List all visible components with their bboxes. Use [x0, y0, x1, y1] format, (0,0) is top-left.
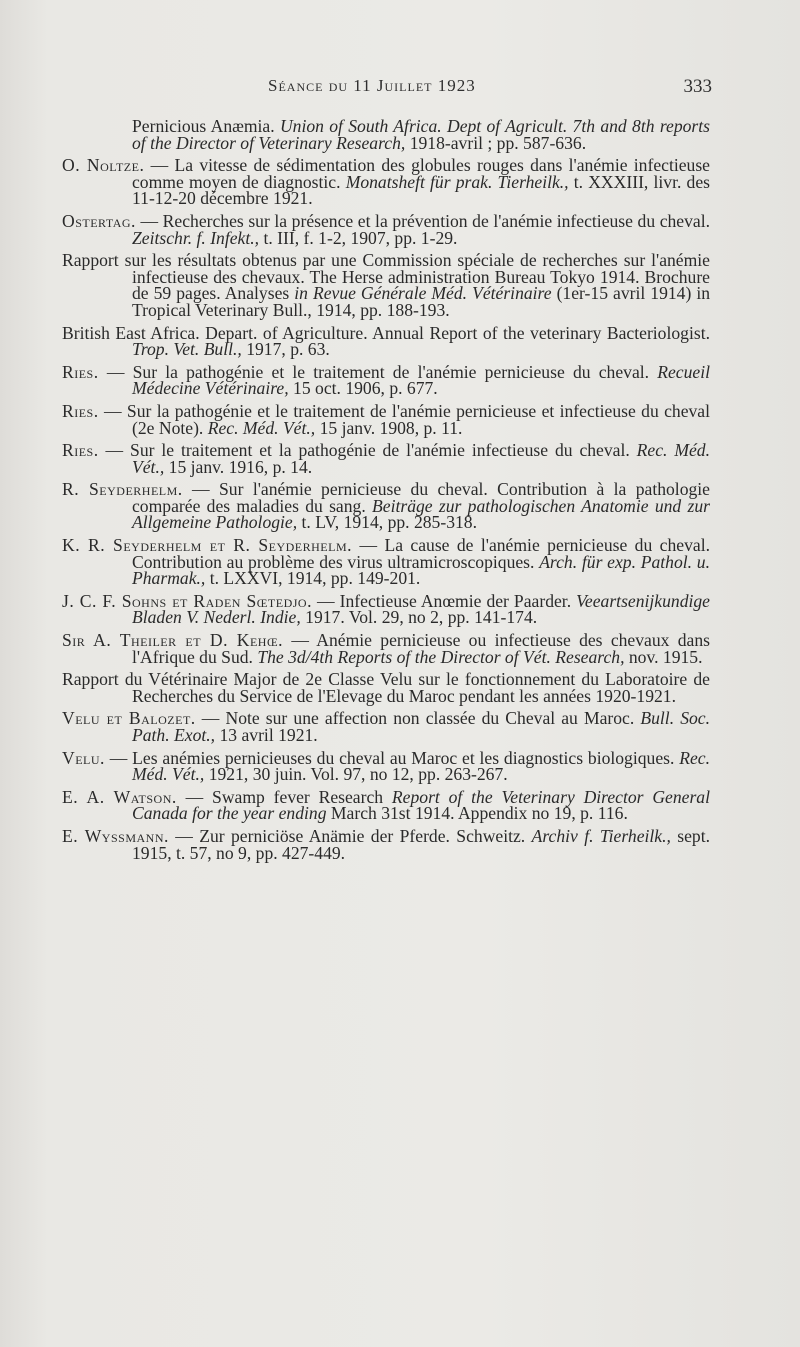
reference-post: t. LXXVI, 1914, pp. 149-201.	[205, 568, 421, 589]
reference-entry	[62, 118, 710, 151]
reference-pre: British East Africa. Depart. of Agriculture. Annual Report of the veterinary Bacteriologist.	[62, 322, 710, 343]
reference-post: t. XXXIII, livr. des 11-12-20 décembre 1921.	[132, 171, 710, 209]
reference-pre: Rapport du Vétérinaire Major de 2e Classe Velu sur le fonctionnement du Laboratoire de Recherches du Service de l'Elevage du Maroc pendant les années 1920-1921.	[62, 669, 710, 706]
reference-pre: — Sur le traitement et la pathogénie de l'anémie infectieuse du cheval.	[98, 440, 637, 461]
reference-entry	[62, 537, 710, 587]
reference-pre: — Sur l'anémie pernicieuse du cheval. Contribution à la pathologie comparée des maladies du sang.	[132, 479, 710, 516]
reference-italic: Rec. Méd. Vét.,	[132, 440, 711, 477]
reference-pre: — Swamp fever Research	[176, 786, 392, 807]
reference-post: 1917, p. 63.	[241, 339, 330, 360]
reference-author: Velu.	[62, 747, 105, 768]
reference-post: 13 avril 1921.	[215, 725, 318, 745]
reference-author: R. Seyderhelm.	[62, 479, 183, 500]
reference-author: E. A. Watson.	[62, 786, 177, 807]
reference-entry	[62, 786, 710, 824]
reference-entry	[62, 322, 710, 360]
reference-post: t. LV, 1914, pp. 285-318.	[297, 512, 478, 533]
reference-author: Ries.	[62, 361, 99, 382]
reference-pre: — Note sur une affection non classée du Cheval au Maroc.	[195, 708, 641, 729]
running-head: Séance du 11 Juillet 1923	[268, 76, 476, 95]
reference-author: Sir A. Theiler et D. Kehœ.	[62, 630, 284, 651]
reference-entry	[62, 442, 710, 475]
reference-italic: Report of the Veterinary Director General Canada for the year ending	[132, 786, 710, 824]
reference-pre: — La cause de l'anémie pernicieuse du cheval. Contribution au problème des virus ultramicroscopiques.	[132, 535, 710, 572]
reference-post: t. III, f. 1-2, 1907, pp. 1-29.	[259, 227, 458, 248]
reference-pre: — Sur la pathogénie et le traitement de l'anémie pernicieuse du cheval.	[98, 361, 658, 382]
reference-post: (1er-15 avril 1914) in Tropical Veterinary Bull., 1914, pp. 188-193.	[132, 283, 711, 320]
reference-author: Ries.	[62, 400, 99, 421]
reference-italic: Veeartsenijkundige Bladen V. Nederl. Indie,	[132, 590, 710, 628]
reference-entry	[62, 481, 710, 531]
reference-entry	[62, 747, 710, 785]
reference-pre: — Zur perniciöse Anämie der Pferde. Schweitz.	[168, 825, 532, 846]
reference-italic: in Revue Générale Méd. Vétérinaire	[294, 283, 552, 304]
reference-entry	[62, 671, 710, 704]
reference-italic: Arch. für exp. Pathol. u. Pharmak.,	[132, 551, 710, 589]
reference-pre: — Recherches sur la présence et la prévention de l'anémie infectieuse du cheval.	[135, 210, 710, 231]
reference-entry	[62, 825, 711, 863]
reference-italic: Zeitschr. f. Infekt.,	[132, 227, 260, 248]
reference-author: E. Wyssmann.	[62, 825, 169, 846]
reference-italic: Trop. Vet. Bull.,	[132, 339, 242, 360]
reference-list	[62, 118, 710, 867]
reference-entry	[62, 157, 710, 207]
reference-italic: Rec. Méd. Vét.,	[132, 747, 710, 785]
reference-author: J. C. F. Sohns et Raden Sœtedjo.	[62, 590, 312, 611]
reference-pre: — Les anémies pernicieuses du cheval au Maroc et les diagnostics biologiques.	[104, 747, 680, 768]
reference-post: nov. 1915.	[624, 646, 703, 667]
reference-entry	[62, 632, 710, 665]
reference-post: March 31st 1914. Appendix no 19, p. 116.	[326, 803, 628, 824]
reference-pre: — Sur la pathogénie et le traitement de l'anémie pernicieuse et infectieuse du cheval (2e Note).	[98, 400, 710, 438]
reference-author: O. Noltze.	[62, 155, 145, 176]
reference-entry	[62, 400, 710, 438]
reference-italic: The 3d/4th Reports of the Director of Vét. Research,	[257, 646, 625, 667]
reference-post: 15 janv. 1908, p. 11.	[315, 417, 463, 438]
reference-entry	[62, 590, 710, 628]
reference-entry	[62, 710, 710, 743]
reference-post: 15 janv. 1916, p. 14.	[164, 456, 313, 477]
reference-pre: — La vitesse de sédimentation des globules rouges dans l'anémie infectieuse comme moyen de diagnostic.	[132, 155, 710, 192]
page-header	[0, 76, 800, 100]
reference-italic: Archiv f. Tierheilk.,	[531, 825, 671, 846]
reference-entry	[62, 210, 710, 248]
reference-italic: Recueil Médecine Vétérinaire,	[132, 361, 710, 399]
reference-italic: Rec. Méd. Vét.,	[207, 417, 316, 438]
reference-post: 1918-avril ; pp. 587-636.	[405, 132, 587, 153]
reference-post: 1917. Vol. 29, no 2, pp. 141-174.	[300, 607, 538, 628]
reference-pre: Pernicious Anæmia.	[132, 116, 280, 136]
reference-author: Ostertag.	[62, 210, 136, 231]
reference-italic: Bull. Soc. Path. Exot.,	[132, 708, 710, 745]
reference-italic: Monatsheft für prak. Tierheilk.,	[345, 171, 569, 192]
reference-post: sept. 1915, t. 57, no 9, pp. 427-449.	[132, 825, 711, 863]
reference-pre: — Anémie pernicieuse ou infectieuse des chevaux dans l'Afrique du Sud.	[132, 630, 710, 667]
reference-pre: Rapport sur les résultats obtenus par une Commission spéciale de recherches sur l'anémie infectieuse des chevaux. The Herse administration Bureau Tokyo 1914. Brochure de 59 pages. Analyses	[62, 250, 710, 304]
reference-italic: Union of South Africa. Dept of Agricult. 7th and 8th reports of the Director of Veterinary Research,	[132, 116, 710, 153]
reference-italic: Beiträge zur pathologischen Anatomie und zur Allgemeine Pathologie,	[132, 495, 710, 533]
reference-post: 15 oct. 1906, p. 677.	[288, 378, 438, 399]
reference-post: 1921, 30 juin. Vol. 97, no 12, pp. 263-267.	[204, 764, 508, 785]
reference-author: Ries.	[62, 440, 99, 461]
reference-pre: — Infectieuse Anœmie der Paarder.	[311, 590, 577, 611]
page-number: 333	[683, 76, 712, 97]
reference-author: Velu et Balozet.	[62, 708, 196, 729]
reference-entry	[62, 252, 710, 318]
reference-author: K. R. Seyderhelm et R. Seyderhelm.	[62, 535, 353, 556]
reference-entry	[62, 361, 710, 399]
